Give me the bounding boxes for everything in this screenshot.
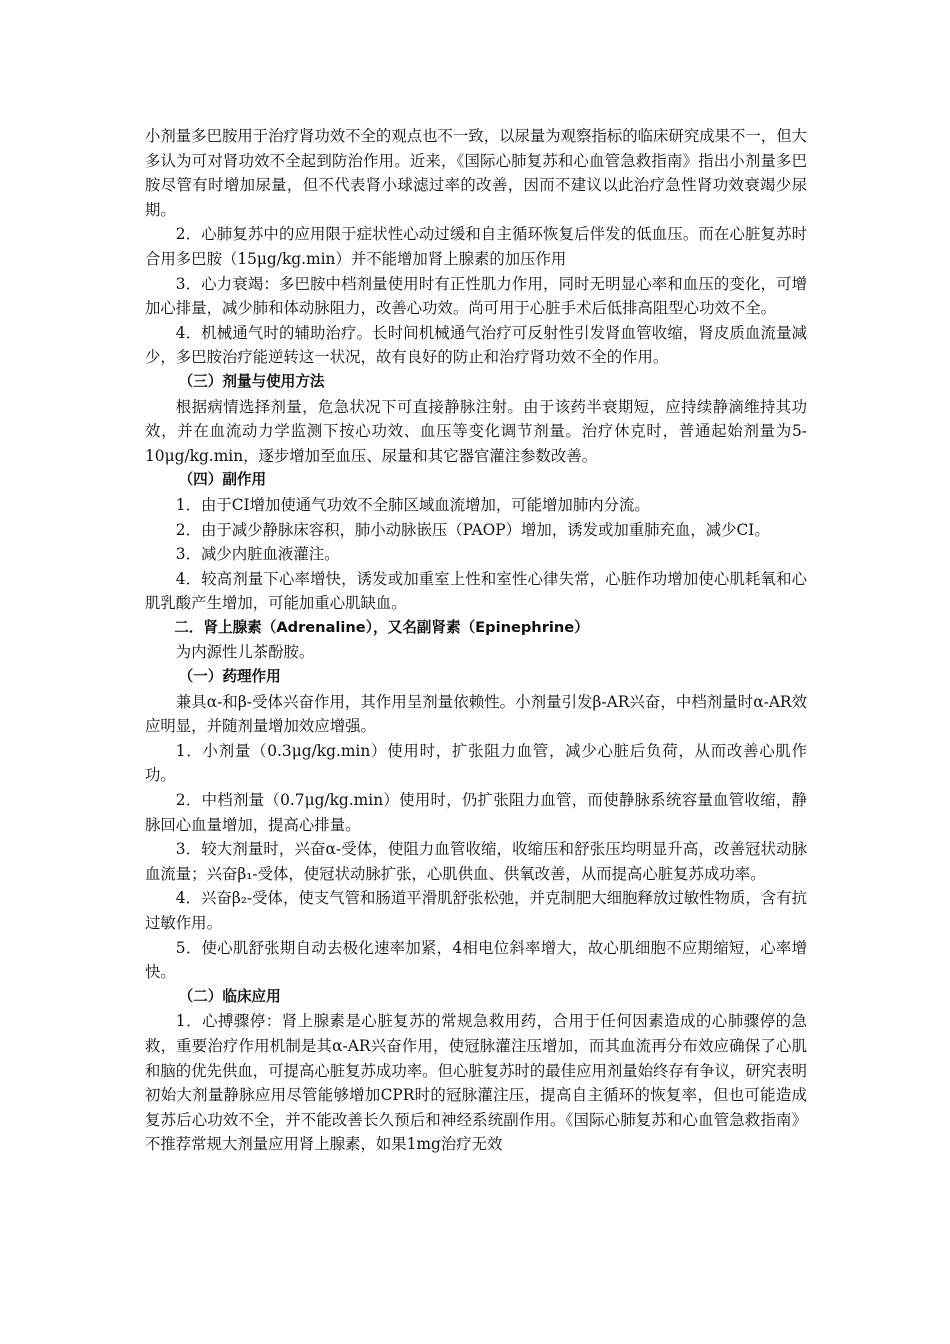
list-item: 5．使心肌舒张期自动去极化速率加紧，4相电位斜率增大，故心肌细胞不应期缩短，心率增快。 <box>145 938 807 982</box>
chapter-heading: 二．肾上腺素（Adrenaline），又名副肾素（Epinephrine） <box>174 618 589 636</box>
paragraph: 为内源性儿茶酚胺。 <box>175 643 315 662</box>
list-item: 2．中档剂量（0.7μg/kg.min）使用时，仍扩张阻力血管，而使静脉系统容量血管收缩，静脉回心血量增加，提高心排量。 <box>145 791 807 834</box>
paragraph: 4．机械通气时的辅助治疗。长时间机械通气治疗可反射性引发肾血管收缩，肾皮质血流量减少，多巴胺治疗能逆转这一状况，故有良好的防止和治疗肾功效不全的作用。 <box>145 323 807 367</box>
list-item: 1．小剂量（0.3μg/kg.min）使用时，扩张阻力血管，减少心脏后负荷，从而改善心肌作功。 <box>145 741 807 785</box>
section-heading: （三）剂量与使用方法 <box>178 372 325 390</box>
list-item: 3．较大剂量时，兴奋α-受体，使阻力血管收缩，收缩压和舒张压均明显升高，改善冠状动脉血流量；兴奋β₁-受体，使冠状动脉扩张，心肌供血、供氧改善，从而提高心脏复苏成功率。 <box>145 840 807 883</box>
section-heading: （四）副作用 <box>178 471 267 489</box>
list-item: 1．由于CI增加使通气功效不全肺区域血流增加，可能增加肺内分流。 <box>175 495 650 514</box>
list-item: 4．兴奋β₂-受体，使支气管和肠道平滑肌舒张松弛，并克制肥大细胞释放过敏性物质，含有抗过敏作用。 <box>145 889 807 932</box>
list-item: 4．较高剂量下心率增快，诱发或加重室上性和室性心律失常，心脏作功增加使心肌耗氧和心肌乳酸产生增加，可能加重心肌缺血。 <box>145 569 807 613</box>
section-heading: （一）药理作用 <box>178 668 281 686</box>
paragraph: 根据病情选择剂量，危急状况下可直接静脉注射。由于该药半衰期短，应持续静滴维持其功效，并在血流动力学监测下按心功效、血压等变化调节剂量。治疗休克时，普通起始剂量为5-10μg/kg.min，逐步增加至血压、尿量和其它器官灌注参数改善。 <box>145 397 807 465</box>
paragraph: 兼具α-和β-受体兴奋作用，其作用呈剂量依赖性。小剂量引发β-AR兴奋，中档剂量时α-AR效应明显，并随剂量增加效应增强。 <box>145 692 807 736</box>
list-item: 3．减少内脏血液灌注。 <box>175 545 340 564</box>
paragraph: 3．心力衰竭：多巴胺中档剂量使用时有正性肌力作用，同时无明显心率和血压的变化，可增加心排量，减少肺和体动脉阻力，改善心功效。尚可用于心脏手术后低排高阻型心功效不全。 <box>145 274 807 318</box>
section-heading: （二）临床应用 <box>178 987 281 1005</box>
paragraph: 小剂量多巴胺用于治疗肾功效不全的观点也不一致，以尿量为观察指标的临床研究成果不一，但大多认为可对肾功效不全起到防治作用。近来，《国际心肺复苏和心血管急救指南》指出小剂量多巴胺尽管有时增加尿量，但不代表肾小球滤过率的改善，因而不建议以此治疗急性肾功效衰竭少尿期。 <box>145 127 807 219</box>
list-item: 2．由于减少静脉床容积，肺小动脉嵌压（PAOP）增加，诱发或加重肺充血，减少CI。 <box>175 520 770 539</box>
paragraph: 2．心肺复苏中的应用限于症状性心动过缓和自主循环恢复后伴发的低血压。而在心脏复苏时合用多巴胺（15μg/kg.min）并不能增加肾上腺素的加压作用 <box>145 225 807 268</box>
list-item: 1．心搏骤停：肾上腺素是心脏复苏的常规急救用药，合用于任何因素造成的心肺骤停的急救，重要治疗作用机制是其α-AR兴奋作用，使冠脉灌注压增加，而其血流再分布效应确保了心肌和脑的优先供血，可提高心脏复苏成功率。但心脏复苏时的最佳应用剂量始终存有争议，研究表明初始大剂量静脉应用尽管能够增加CPR时的冠脉灌注压，提高自主循环的恢复率，但也可能造成复苏后心功效不全，并不能改善长久预后和神经系统副作用。《国际心肺复苏和心血管急救指南》不推荐常规大剂量应用肾上腺素，如果1mg治疗无效 <box>145 1012 807 1154</box>
document-page <box>145 124 807 1157</box>
